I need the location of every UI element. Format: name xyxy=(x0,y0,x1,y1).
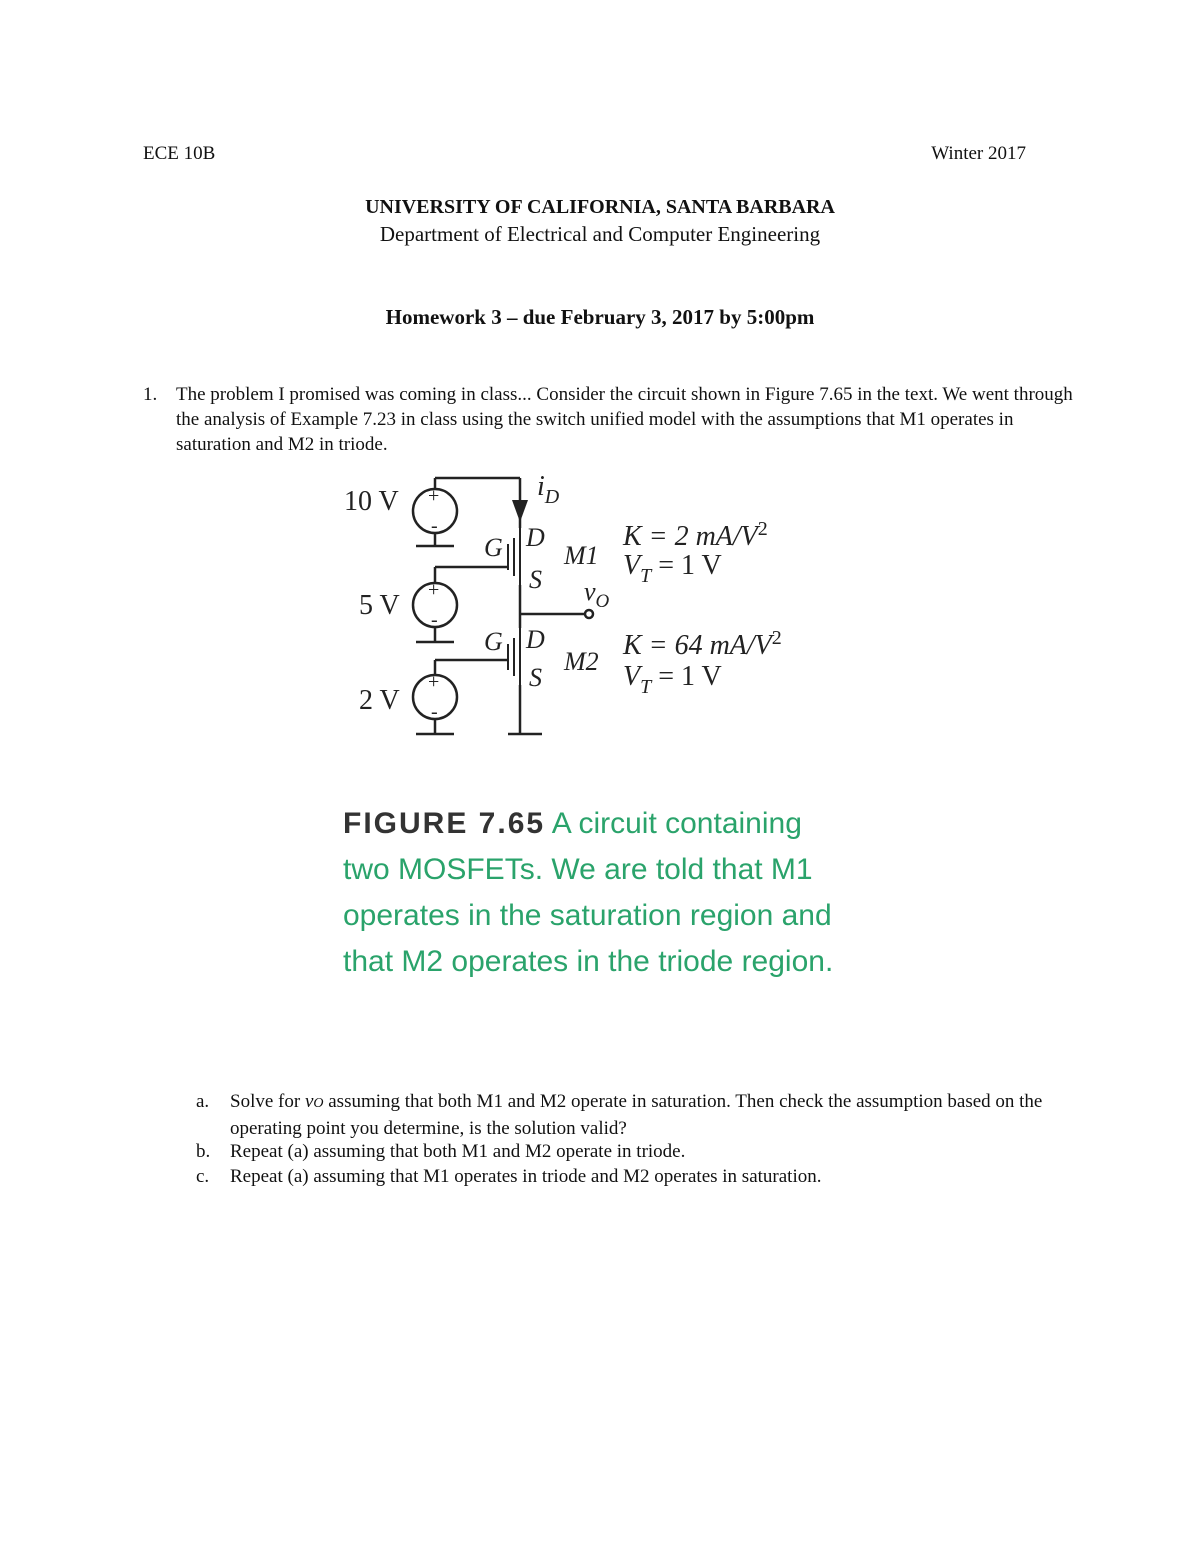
problem-text: The problem I promised was coming in class... Consider the circuit shown in Figure 7.65 in the text. We went through the analysis of Example 7.23 in class using the switch unified model with the assumptions that M1 operates in saturation and M2 in triode. xyxy=(176,384,1073,455)
minus-2v: - xyxy=(431,701,438,723)
vt2-label: $V_T = 1$ V xyxy=(623,661,722,698)
m1-source-label: S xyxy=(529,565,542,594)
m2-label: M2 xyxy=(564,647,599,676)
homework-title: Homework 3 – due February 3, 2017 by 5:00pm xyxy=(385,305,815,329)
figure-caption xyxy=(343,801,843,985)
minus-10v: - xyxy=(431,515,438,537)
part-c-label: c. xyxy=(196,1166,210,1187)
part-b-text: Repeat (a) assuming that both M1 and M2 operate in triode. xyxy=(230,1141,686,1162)
m2-source-label: S xyxy=(529,663,542,692)
plus-5v: + xyxy=(428,579,440,601)
circuit-diagram xyxy=(330,470,830,745)
plus-2v: + xyxy=(428,671,440,693)
k2-label: K = 64 $mA/V^2$ xyxy=(623,627,782,661)
part-a-label: a. xyxy=(196,1091,210,1112)
part-a-var-sub: O xyxy=(313,1096,324,1111)
k1-label: K = 2 $mA/V^2$ xyxy=(623,518,768,552)
term: Winter 2017 xyxy=(931,143,1026,164)
m2-drain-label: D xyxy=(526,625,545,654)
part-c xyxy=(196,1164,1066,1189)
minus-5v: - xyxy=(431,609,438,631)
figure-label: FIGURE 7.65 xyxy=(343,807,546,840)
part-a xyxy=(196,1089,1066,1141)
label-10v: 10 V xyxy=(344,486,399,517)
current-arrow-icon xyxy=(512,500,528,522)
part-a-text-1: Solve for xyxy=(230,1091,305,1112)
part-a-text-2: assuming that both M1 and M2 operate in saturation. Then check the assumption based on the operating point you determine, is the solution valid? xyxy=(230,1091,1043,1139)
plus-10v: + xyxy=(428,485,440,507)
problem-number: 1. xyxy=(143,384,158,405)
problem-1 xyxy=(143,382,1073,457)
m2-gate-label: G xyxy=(484,627,503,656)
figure-caption-text: A circuit containing two MOSFETs. We are told that M1 operates in the saturation region and that M2 operates in the triode region. xyxy=(343,807,834,978)
m1-gate-label: G xyxy=(484,533,503,562)
vt1-label: $V_T = 1$ V xyxy=(623,550,722,587)
part-a-var: v xyxy=(304,1091,314,1112)
department-name: Department of Electrical and Computer Engineering xyxy=(379,222,821,246)
label-5v: 5 V xyxy=(359,590,400,621)
part-b-label: b. xyxy=(196,1141,211,1162)
part-b xyxy=(196,1139,1066,1164)
part-c-text: Repeat (a) assuming that M1 operates in triode and M2 operates in saturation. xyxy=(230,1166,822,1187)
m1-label: M1 xyxy=(564,541,599,570)
label-id: $i_D$ xyxy=(537,471,560,508)
m1-drain-label: D xyxy=(526,523,545,552)
university-name: UNIVERSITY OF CALIFORNIA, SANTA BARBARA xyxy=(365,196,835,218)
label-2v: 2 V xyxy=(359,685,400,716)
label-vo: $v_O$ xyxy=(584,577,610,612)
course-code: ECE 10B xyxy=(143,143,216,164)
